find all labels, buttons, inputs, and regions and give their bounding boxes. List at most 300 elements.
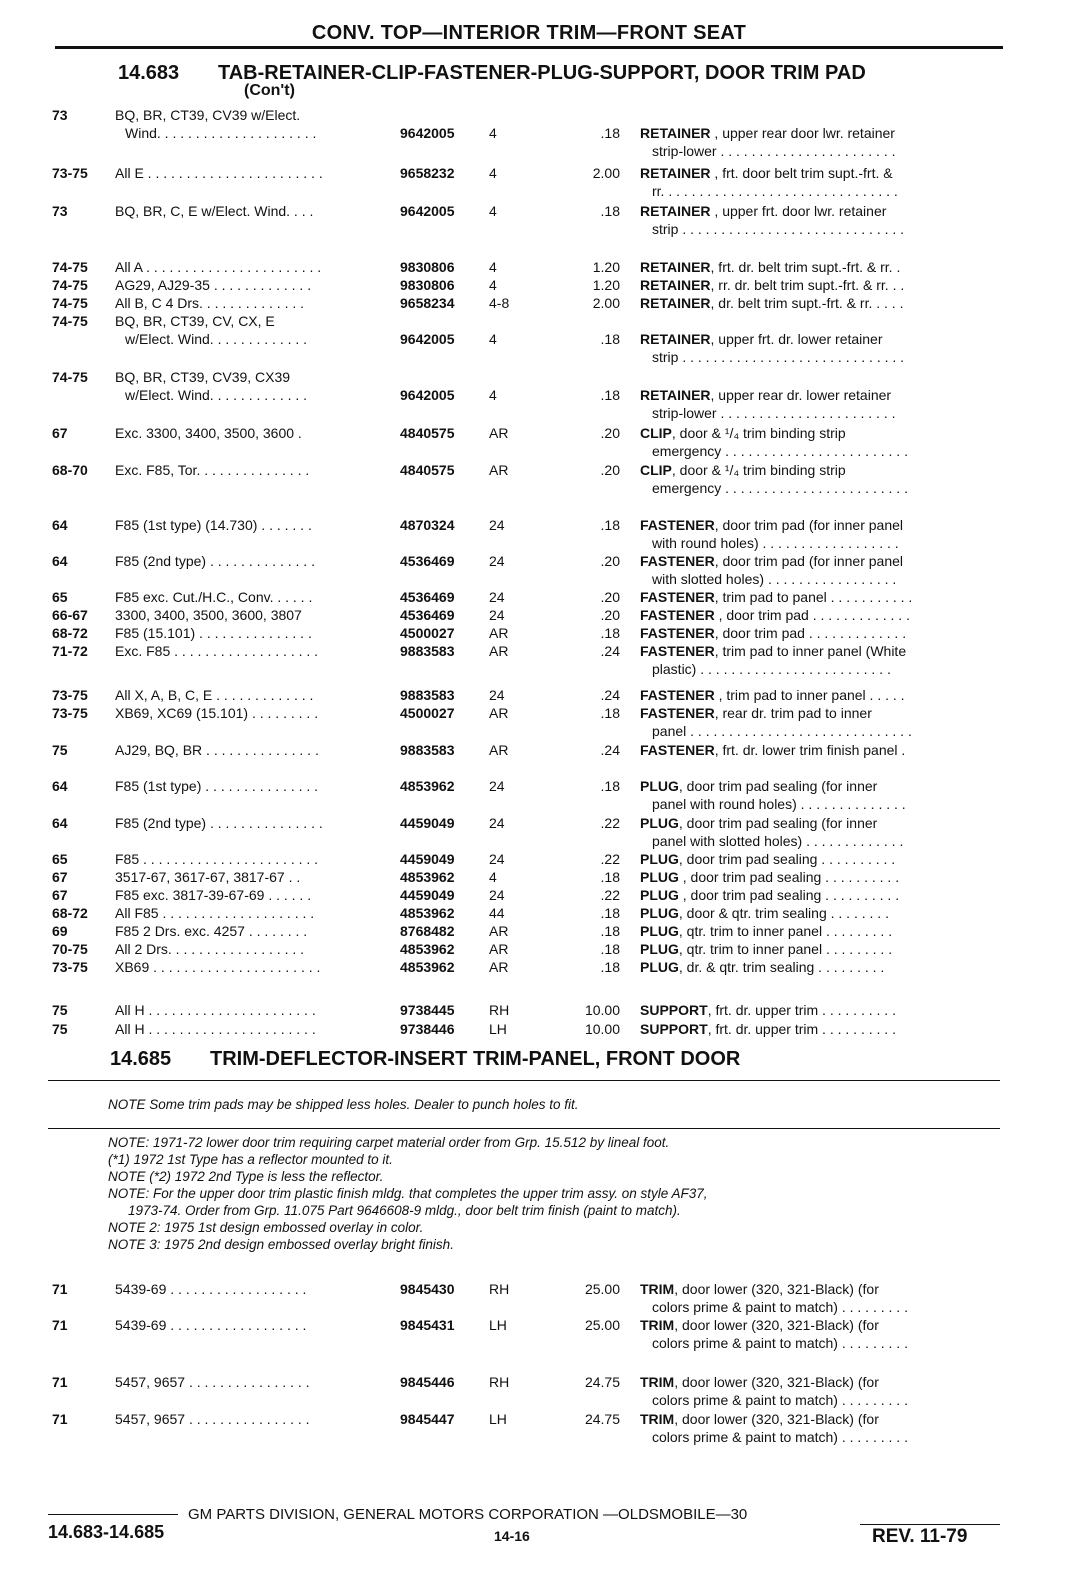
description-text: , qtr. trim to inner panel . . . . . . . . . (678, 941, 893, 957)
part-name: CLIP (640, 425, 672, 441)
part-name: TRIM (640, 1317, 675, 1333)
price: 25.00 (584, 1281, 620, 1297)
price: .22 (600, 815, 620, 831)
description (640, 1316, 1000, 1352)
price: .18 (600, 203, 620, 219)
description-line: strip . . . . . . . . . . . . . . . . . . . . . . . . . . . . . (652, 221, 905, 237)
application (115, 164, 390, 182)
quantity: 4 (489, 277, 497, 293)
description-text: , door trim pad (for inner panel (714, 517, 904, 533)
application-line: Exc. F85 . . . . . . . . . . . . . . . . . . . (115, 643, 319, 659)
description-line (640, 552, 1000, 570)
description (640, 958, 1000, 976)
part-number: 4536469 (400, 589, 455, 605)
part-number: 4459049 (400, 851, 455, 867)
quantity: 4 (489, 203, 497, 219)
application (115, 886, 390, 904)
description (640, 330, 1000, 366)
model-year: 64 (52, 553, 68, 569)
part-number: 9845430 (400, 1281, 455, 1297)
quantity: 24 (489, 887, 505, 903)
description-line (640, 606, 1000, 624)
description-line (640, 1280, 1000, 1298)
description-line (640, 202, 1000, 220)
application-line: 5439-69 . . . . . . . . . . . . . . . . . . (115, 1281, 307, 1297)
application (115, 276, 390, 294)
description-line: with round holes) . . . . . . . . . . . . . . . . . . (652, 535, 899, 551)
model-year: 73-75 (52, 705, 88, 721)
model-year: 67 (52, 869, 68, 885)
part-number: 9642005 (400, 387, 455, 403)
price: .20 (600, 425, 620, 441)
part-name: SUPPORT (640, 1002, 708, 1018)
application (115, 461, 390, 479)
part-number: 4840575 (400, 425, 455, 441)
quantity: 4 (489, 165, 497, 181)
footer-page-number: 14-16 (494, 1528, 530, 1544)
application (115, 1316, 390, 1334)
application (115, 1410, 390, 1428)
description-line (640, 940, 1000, 958)
price: 1.20 (592, 259, 620, 275)
description (640, 940, 1000, 958)
quantity: 4 (489, 869, 497, 885)
description-line: strip-lower . . . . . . . . . . . . . . . . . . . . . . . (652, 405, 896, 421)
part-number: 9883583 (400, 742, 455, 758)
description (640, 461, 1000, 497)
description-line: panel . . . . . . . . . . . . . . . . . . . . . . . . . . . . . (652, 723, 912, 739)
description (640, 624, 1000, 642)
price: 2.00 (592, 295, 620, 311)
application-line: F85 2 Drs. exc. 4257 . . . . . . . . (115, 923, 308, 939)
application-line: BQ, BR, CT39, CV, CX, E (115, 313, 275, 329)
part-name: RETAINER (640, 203, 711, 219)
note-line: NOTE: For the upper door trim plastic finish mldg. that completes the upper trim assy. on style AF37, (108, 1186, 708, 1201)
application (115, 814, 390, 832)
part-number: 4459049 (400, 815, 455, 831)
part-number: 4536469 (400, 607, 455, 623)
model-year: 73-75 (52, 687, 88, 703)
part-number: 4459049 (400, 887, 455, 903)
quantity: 24 (489, 589, 505, 605)
price: .18 (600, 331, 620, 347)
description-line (640, 424, 1000, 442)
model-year: 71 (52, 1374, 68, 1390)
application-line: F85 exc. Cut./H.C., Conv. . . . . . (115, 589, 313, 605)
part-number: 4536469 (400, 553, 455, 569)
quantity: AR (489, 742, 509, 758)
price: .18 (600, 125, 620, 141)
part-name: TRIM (640, 1374, 675, 1390)
model-year: 74-75 (52, 259, 88, 275)
part-name: RETAINER (640, 259, 711, 275)
part-name: SUPPORT (640, 1021, 708, 1037)
description-text: , upper rear dr. lower retainer (710, 387, 892, 403)
application-line: All E . . . . . . . . . . . . . . . . . . . . . . . (115, 165, 323, 181)
part-name: TRIM (640, 1411, 675, 1427)
part-number: 9883583 (400, 687, 455, 703)
note-line: NOTE 2: 1975 1st design embossed overlay in color. (108, 1220, 424, 1235)
part-name: FASTENER (640, 742, 715, 758)
part-number: 9883583 (400, 643, 455, 659)
description-line (640, 1001, 1000, 1019)
description-text: , upper rear door lwr. retainer (710, 125, 895, 141)
model-year: 74-75 (52, 295, 88, 311)
note-line: NOTE 3: 1975 2nd design embossed overlay bright finish. (108, 1237, 454, 1252)
part-number: 4853962 (400, 959, 455, 975)
description-line (640, 330, 1000, 348)
description-line (640, 588, 1000, 606)
quantity: 4 (489, 259, 497, 275)
description (640, 886, 1000, 904)
description-text: , dr. belt trim supt.-frt. & rr. . . . . (710, 295, 904, 311)
description-line (640, 958, 1000, 976)
price: .18 (600, 705, 620, 721)
model-year: 71 (52, 1411, 68, 1427)
model-year: 67 (52, 887, 68, 903)
description (640, 294, 1000, 312)
price: .18 (600, 905, 620, 921)
application-line: BQ, BR, CT39, CV39 w/Elect. (115, 107, 301, 123)
description-line: panel with round holes) . . . . . . . . . . . . . . (652, 796, 906, 812)
application-line: F85 exc. 3817-39-67-69 . . . . . . (115, 887, 312, 903)
application-line: 5457, 9657 . . . . . . . . . . . . . . . . (115, 1411, 310, 1427)
application (115, 258, 390, 276)
description-text: , door & qtr. trim sealing . . . . . . . . (678, 905, 889, 921)
model-year: 71-72 (52, 643, 88, 659)
model-year: 64 (52, 778, 68, 794)
description (640, 124, 1000, 160)
description-text: , door & ¹/₄ trim binding strip (671, 425, 846, 441)
description (640, 276, 1000, 294)
description-line: emergency . . . . . . . . . . . . . . . . . . . . . . . . (652, 480, 908, 496)
description (640, 1001, 1000, 1019)
page-title: CONV. TOP—INTERIOR TRIM—FRONT SEAT (311, 22, 747, 44)
part-number: 4840575 (400, 462, 455, 478)
application-line: F85 . . . . . . . . . . . . . . . . . . . . . . . (115, 851, 319, 867)
description (640, 686, 1000, 704)
quantity: LH (489, 1317, 507, 1333)
description-text: , trim pad to inner panel . . . . . (714, 687, 905, 703)
application (115, 1001, 390, 1019)
part-name: FASTENER (640, 687, 715, 703)
model-year: 65 (52, 589, 68, 605)
quantity: AR (489, 705, 509, 721)
description (640, 704, 1000, 740)
price: .22 (600, 887, 620, 903)
application-line: XB69, XC69 (15.101) . . . . . . . . . (115, 705, 319, 721)
part-number: 4870324 (400, 517, 455, 533)
part-number: 4853962 (400, 778, 455, 794)
application (115, 516, 390, 534)
part-name: FASTENER (640, 643, 715, 659)
model-year: 75 (52, 742, 68, 758)
description (640, 552, 1000, 588)
part-number: 4500027 (400, 705, 455, 721)
description-line (640, 1410, 1000, 1428)
application-line: 5457, 9657 . . . . . . . . . . . . . . . . (115, 1374, 310, 1390)
note-line: (*1) 1972 1st Type has a reflector mounted to it. (108, 1152, 393, 1167)
application-line: Exc. F85, Tor. . . . . . . . . . . . . . . (115, 462, 310, 478)
description (640, 258, 1000, 276)
part-name: CLIP (640, 462, 672, 478)
application (115, 624, 390, 642)
description-text: , door trim pad sealing . . . . . . . . . . (678, 851, 896, 867)
notes-divider (48, 1128, 1000, 1129)
description-line: emergency . . . . . . . . . . . . . . . . . . . . . . . . (652, 443, 908, 459)
description-text: , door trim pad . . . . . . . . . . . . . (714, 607, 910, 623)
model-year: 74-75 (52, 369, 88, 385)
quantity: 24 (489, 553, 505, 569)
description-line (640, 1020, 1000, 1038)
description (640, 814, 1000, 850)
description-text: , door lower (320, 321-Black) (for (674, 1281, 879, 1297)
quantity: 44 (489, 905, 505, 921)
description-line (640, 276, 1000, 294)
quantity: AR (489, 941, 509, 957)
description-line (640, 922, 1000, 940)
description-text: , frt. dr. lower trim finish panel . (714, 742, 906, 758)
price: .24 (600, 643, 620, 659)
section-subtitle: (Con't) (244, 82, 295, 99)
part-number: 9845431 (400, 1317, 455, 1333)
model-year: 71 (52, 1317, 68, 1333)
part-number: 9738445 (400, 1002, 455, 1018)
price: .18 (600, 778, 620, 794)
application (115, 1280, 390, 1298)
part-number: 9738446 (400, 1021, 455, 1037)
description-text: , door lower (320, 321-Black) (for (674, 1374, 879, 1390)
part-name: FASTENER (640, 589, 715, 605)
notes-block (108, 1134, 708, 1253)
price: .20 (600, 462, 620, 478)
price: .18 (600, 959, 620, 975)
description-line: with slotted holes) . . . . . . . . . . . . . . . . . (652, 571, 897, 587)
part-number: 9830806 (400, 259, 455, 275)
part-name: RETAINER (640, 277, 711, 293)
part-number: 9830806 (400, 277, 455, 293)
description-line (640, 886, 1000, 904)
part-name: PLUG (640, 815, 679, 831)
application-line: F85 (1st type) (14.730) . . . . . . . (115, 517, 312, 533)
model-year: 68-72 (52, 625, 88, 641)
footer-division: GM PARTS DIVISION, GENERAL MOTORS CORPORATION —OLDSMOBILE—30 (188, 1506, 748, 1523)
part-name: RETAINER (640, 331, 711, 347)
model-year: 70-75 (52, 941, 88, 957)
price: 10.00 (584, 1021, 620, 1037)
description-line: plastic) . . . . . . . . . . . . . . . . . . . . . . . . . (652, 661, 891, 677)
application (115, 958, 390, 976)
part-name: RETAINER (640, 295, 711, 311)
part-name: PLUG (640, 959, 679, 975)
description-line (640, 814, 1000, 832)
application (115, 606, 390, 624)
footer-section-range: 14.683-14.685 (48, 1522, 165, 1542)
price: .20 (600, 589, 620, 605)
description (640, 386, 1000, 422)
description-line: panel with slotted holes) . . . . . . . . . . . . . (652, 833, 904, 849)
part-number: 4853962 (400, 869, 455, 885)
description-text: , frt. door belt trim supt.-frt. & (710, 165, 893, 181)
price: .18 (600, 387, 620, 403)
footer-rule-right (860, 1524, 1000, 1525)
description-text: , door trim pad . . . . . . . . . . . . . (714, 625, 907, 641)
description-text: , door lower (320, 321-Black) (for (674, 1411, 879, 1427)
quantity: 24 (489, 778, 505, 794)
section-divider (48, 1080, 1000, 1081)
price: .18 (600, 517, 620, 533)
description-text: , door trim pad sealing (for inner (678, 778, 878, 794)
description (640, 850, 1000, 868)
application (115, 642, 390, 660)
description (640, 424, 1000, 460)
description-line (640, 624, 1000, 642)
quantity: LH (489, 1411, 507, 1427)
part-number: 9642005 (400, 203, 455, 219)
application-line: All 2 Drs. . . . . . . . . . . . . . . . . . (115, 941, 305, 957)
price: .18 (600, 941, 620, 957)
description (640, 868, 1000, 886)
description (640, 202, 1000, 238)
application-line: All X, A, B, C, E . . . . . . . . . . . . . (115, 687, 314, 703)
part-number: 4500027 (400, 625, 455, 641)
part-name: RETAINER (640, 125, 711, 141)
application (115, 777, 390, 795)
description-line (640, 124, 1000, 142)
quantity: 24 (489, 607, 505, 623)
description (640, 164, 1000, 200)
price: 24.75 (584, 1411, 620, 1427)
part-number: 4853962 (400, 941, 455, 957)
description (640, 904, 1000, 922)
price: 24.75 (584, 1374, 620, 1390)
application-line: BQ, BR, CT39, CV39, CX39 (115, 369, 291, 385)
application-line: AG29, AJ29-35 . . . . . . . . . . . . . (115, 277, 312, 293)
part-name: PLUG (640, 905, 679, 921)
model-year: 73 (52, 107, 68, 123)
description-text: , door trim pad (for inner panel (714, 553, 904, 569)
price: .20 (600, 607, 620, 623)
application-line: F85 (2nd type) . . . . . . . . . . . . . . (115, 553, 315, 569)
model-year: 68-70 (52, 462, 88, 478)
price: .18 (600, 923, 620, 939)
section-title: TRIM-DEFLECTOR-INSERT TRIM-PANEL, FRONT DOOR (210, 1048, 741, 1070)
part-name: FASTENER (640, 517, 715, 533)
quantity: RH (489, 1002, 510, 1018)
part-name: FASTENER (640, 625, 715, 641)
description (640, 741, 1000, 759)
application-line: 3517-67, 3617-67, 3817-67 . . (115, 869, 301, 885)
description-text: , trim pad to panel . . . . . . . . . . . (714, 589, 913, 605)
model-year: 64 (52, 815, 68, 831)
model-year: 71 (52, 1281, 68, 1297)
application (115, 741, 390, 759)
application (115, 1373, 390, 1391)
application-line: Wind. . . . . . . . . . . . . . . . . . . . . (125, 125, 317, 141)
part-number: 9845446 (400, 1374, 455, 1390)
description-line (640, 516, 1000, 534)
application (115, 868, 390, 886)
application (115, 704, 390, 722)
application (115, 922, 390, 940)
application (115, 850, 390, 868)
application-line: 3300, 3400, 3500, 3600, 3807 (115, 607, 302, 623)
description-text: , upper frt. dr. lower retainer (710, 331, 883, 347)
part-name: FASTENER (640, 705, 715, 721)
description-line (640, 868, 1000, 886)
description-line: colors prime & paint to match) . . . . . . . . . (652, 1299, 908, 1315)
part-number: 9658232 (400, 165, 455, 181)
application-line: w/Elect. Wind. . . . . . . . . . . . . (125, 387, 308, 403)
application (115, 424, 390, 442)
application-line: BQ, BR, C, E w/Elect. Wind. . . . (115, 203, 314, 219)
section-title: TAB-RETAINER-CLIP-FASTENER-PLUG-SUPPORT, DOOR TRIM PAD (218, 62, 866, 84)
part-name: PLUG (640, 869, 679, 885)
price: 10.00 (584, 1002, 620, 1018)
section-number: 14.685 (110, 1048, 172, 1070)
application (115, 686, 390, 704)
description-text: , trim pad to inner panel (White (714, 643, 907, 659)
note-shipping: NOTE Some trim pads may be shipped less holes. Dealer to punch holes to fit. (108, 1097, 579, 1112)
application (115, 904, 390, 922)
description (640, 642, 1000, 678)
description (640, 588, 1000, 606)
description-line: strip-lower . . . . . . . . . . . . . . . . . . . . . . . (652, 143, 896, 159)
section-heading-14685 (110, 1048, 740, 1071)
part-name: PLUG (640, 778, 679, 794)
application (115, 368, 390, 404)
quantity: RH (489, 1281, 510, 1297)
model-year: 67 (52, 425, 68, 441)
description-line (640, 461, 1000, 479)
application-line: All F85 . . . . . . . . . . . . . . . . . . . . (115, 905, 315, 921)
description-line (640, 386, 1000, 404)
description-text: , door lower (320, 321-Black) (for (674, 1317, 879, 1333)
application-line: Exc. 3300, 3400, 3500, 3600 . (115, 425, 302, 441)
quantity: AR (489, 462, 509, 478)
price: .18 (600, 869, 620, 885)
model-year: 69 (52, 923, 68, 939)
description (640, 516, 1000, 552)
part-number: 4853962 (400, 905, 455, 921)
description-line: rr. . . . . . . . . . . . . . . . . . . . . . . . . . . . . . . (652, 183, 898, 199)
description-text: , door trim pad sealing . . . . . . . . . . (678, 869, 900, 885)
application-line: AJ29, BQ, BR . . . . . . . . . . . . . . . (115, 742, 319, 758)
model-year: 68-72 (52, 905, 88, 921)
description-line (640, 1316, 1000, 1334)
application-line: F85 (2nd type) . . . . . . . . . . . . . . . (115, 815, 323, 831)
part-number: 8768482 (400, 923, 455, 939)
quantity: RH (489, 1374, 510, 1390)
description-line (640, 642, 1000, 660)
description-text: , door & ¹/₄ trim binding strip (671, 462, 846, 478)
application (115, 202, 390, 220)
model-year: 75 (52, 1002, 68, 1018)
part-name: PLUG (640, 851, 679, 867)
quantity: 24 (489, 517, 505, 533)
description (640, 777, 1000, 813)
description-line (640, 1373, 1000, 1391)
footer-rule-left (48, 1514, 178, 1515)
price: 2.00 (592, 165, 620, 181)
section-number: 14.683 (118, 62, 180, 84)
model-year: 64 (52, 517, 68, 533)
application (115, 312, 390, 348)
description (640, 1373, 1000, 1409)
description (640, 606, 1000, 624)
part-name: PLUG (640, 887, 679, 903)
quantity: 4-8 (489, 295, 510, 311)
